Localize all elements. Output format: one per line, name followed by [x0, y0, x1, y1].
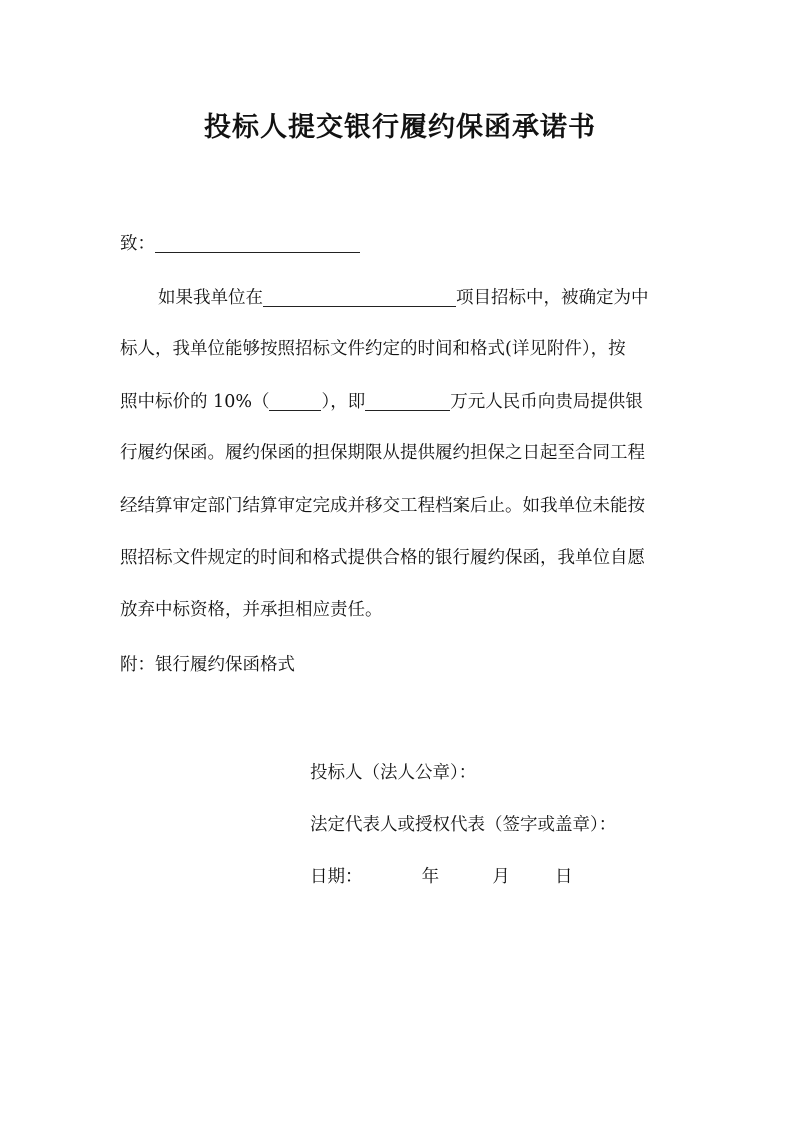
date-label: 日期：: [310, 867, 363, 887]
date-line: [310, 862, 572, 892]
project-name-blank[interactable]: [263, 286, 456, 307]
amount-blank[interactable]: [365, 390, 450, 411]
body-line-1-suffix: 项目招标中，被确定为中: [456, 288, 649, 308]
representative-signature-line: 法定代表人或授权代表（签字或盖章）：: [310, 815, 617, 835]
percentage-blank[interactable]: [269, 390, 321, 411]
body-line-6: 照招标文件规定的时间和格式提供合格的银行履约保函，我单位自愿: [120, 548, 645, 568]
document-title: 投标人提交银行履约保函承诺书: [204, 112, 596, 143]
body-line-4: 行履约保函。履约保函的担保期限从提供履约担保之日起至合同工程: [120, 443, 645, 463]
recipient-line: [120, 229, 360, 259]
date-month: 月: [492, 867, 510, 887]
body-line-1: [158, 283, 649, 313]
body-line-2: 标人，我单位能够按照招标文件约定的时间和格式(详见附件），按: [120, 339, 626, 359]
body-line-3-prefix: 照中标价的 10%（: [120, 392, 270, 412]
recipient-blank[interactable]: [155, 232, 360, 253]
body-line-1-prefix: 如果我单位在: [158, 288, 263, 308]
body-line-3-suffix: 万元人民币向贵局提供银: [450, 392, 643, 412]
body-line-3-middle: ），即: [321, 392, 366, 412]
bidder-seal-line: 投标人（法人公章）：: [310, 763, 477, 783]
body-line-7: 放弃中标资格，并承担相应责任。: [120, 600, 383, 620]
recipient-label: 致：: [120, 234, 155, 254]
body-line-5: 经结算审定部门结算审定完成并移交工程档案后止。如我单位未能按: [120, 496, 645, 516]
date-year: 年: [421, 867, 440, 887]
attachment-note: 附：银行履约保函格式: [120, 655, 295, 675]
body-line-3: [120, 387, 643, 417]
date-day: 日: [554, 867, 573, 887]
